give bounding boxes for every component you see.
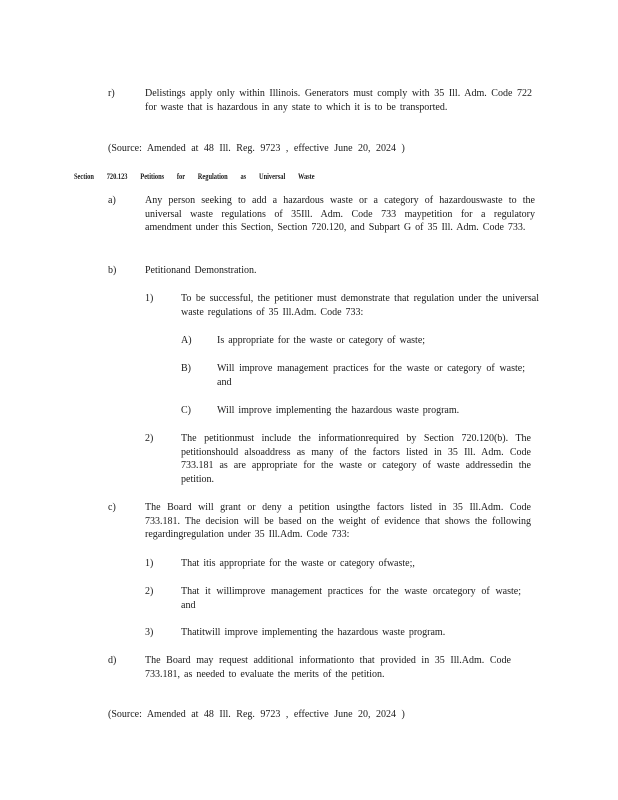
item-c1-text: That itis appropriate for the waste or category ofwaste;, bbox=[181, 558, 415, 569]
item-r-text: Delistings apply only within Illinois. Generators must comply with 35 Ill. Adm. Code 722 for waste that is hazardous in any state to which it is to be transported. bbox=[145, 88, 532, 113]
item-r-label: r) bbox=[108, 88, 115, 99]
item-c1-label: 1) bbox=[145, 558, 154, 569]
item-b1-C-text: Will improve implementing the hazardous waste program. bbox=[217, 405, 460, 416]
item-a-text: Any person seeking to add a hazardous waste or a category of hazardouswaste to the universal waste regulations of 35Ill. Adm. Code 733 maypetition for a regulatory amendment under this Section, Section 720.120, and Subpart G of 35 Ill. Adm. Code 733. bbox=[145, 195, 535, 233]
item-d-label: d) bbox=[108, 655, 117, 666]
item-b1-B-label: B) bbox=[181, 363, 191, 374]
item-b1-A-text: Is appropriate for the waste or category of waste; bbox=[217, 335, 426, 346]
item-a-label: a) bbox=[108, 195, 116, 206]
item-b1-label: 1) bbox=[145, 293, 154, 304]
item-b1-A-label: A) bbox=[181, 335, 192, 346]
item-c-text: The Board will grant or deny a petition usingthe factors listed in 35 Ill.Adm. Code 733.181. The decision will be based on the weight of evidence that shows the following regardingregulation under 35 Ill.Adm. Code 733: bbox=[145, 502, 531, 540]
source-note-bottom: (Source: Amended at 48 Ill. Reg. 9723 , effective June 20, 2024 ) bbox=[108, 709, 405, 720]
item-c-label: c) bbox=[108, 502, 116, 513]
item-b1-C-label: C) bbox=[181, 405, 191, 416]
section-heading: Section 720.123 Petitions for Regulation as Universal Waste bbox=[74, 172, 315, 181]
item-c2-text: That it willimprove management practices for the waste orcategory of waste; and bbox=[181, 586, 521, 611]
item-c2-label: 2) bbox=[145, 586, 154, 597]
source-note-top: (Source: Amended at 48 Ill. Reg. 9723 , effective June 20, 2024 ) bbox=[108, 143, 405, 154]
item-d-text: The Board may request additional informationto that provided in 35 Ill.Adm. Code 733.181, as needed to evaluate the merits of the petition. bbox=[145, 655, 511, 680]
item-c3-text: Thatitwill improve implementing the hazardous waste program. bbox=[181, 627, 446, 638]
item-b2-text: The petitionmust include the informationrequired by Section 720.120(b). The petitionshould alsoaddress as many of the factors listed in 35 Ill. Adm. Code 733.181 as are appropriate for the waste or category of waste addressedin the petition. bbox=[181, 433, 531, 485]
item-c3-label: 3) bbox=[145, 627, 154, 638]
item-b-label: b) bbox=[108, 265, 117, 276]
item-b1-B-text: Will improve management practices for the waste or category of waste; and bbox=[217, 363, 525, 388]
item-b-text: Petitionand Demonstration. bbox=[145, 265, 257, 276]
item-b2-label: 2) bbox=[145, 433, 154, 444]
item-b1-text: To be successful, the petitioner must demonstrate that regulation under the universal waste regulations of 35 Ill.Adm. Code 733: bbox=[181, 293, 539, 318]
